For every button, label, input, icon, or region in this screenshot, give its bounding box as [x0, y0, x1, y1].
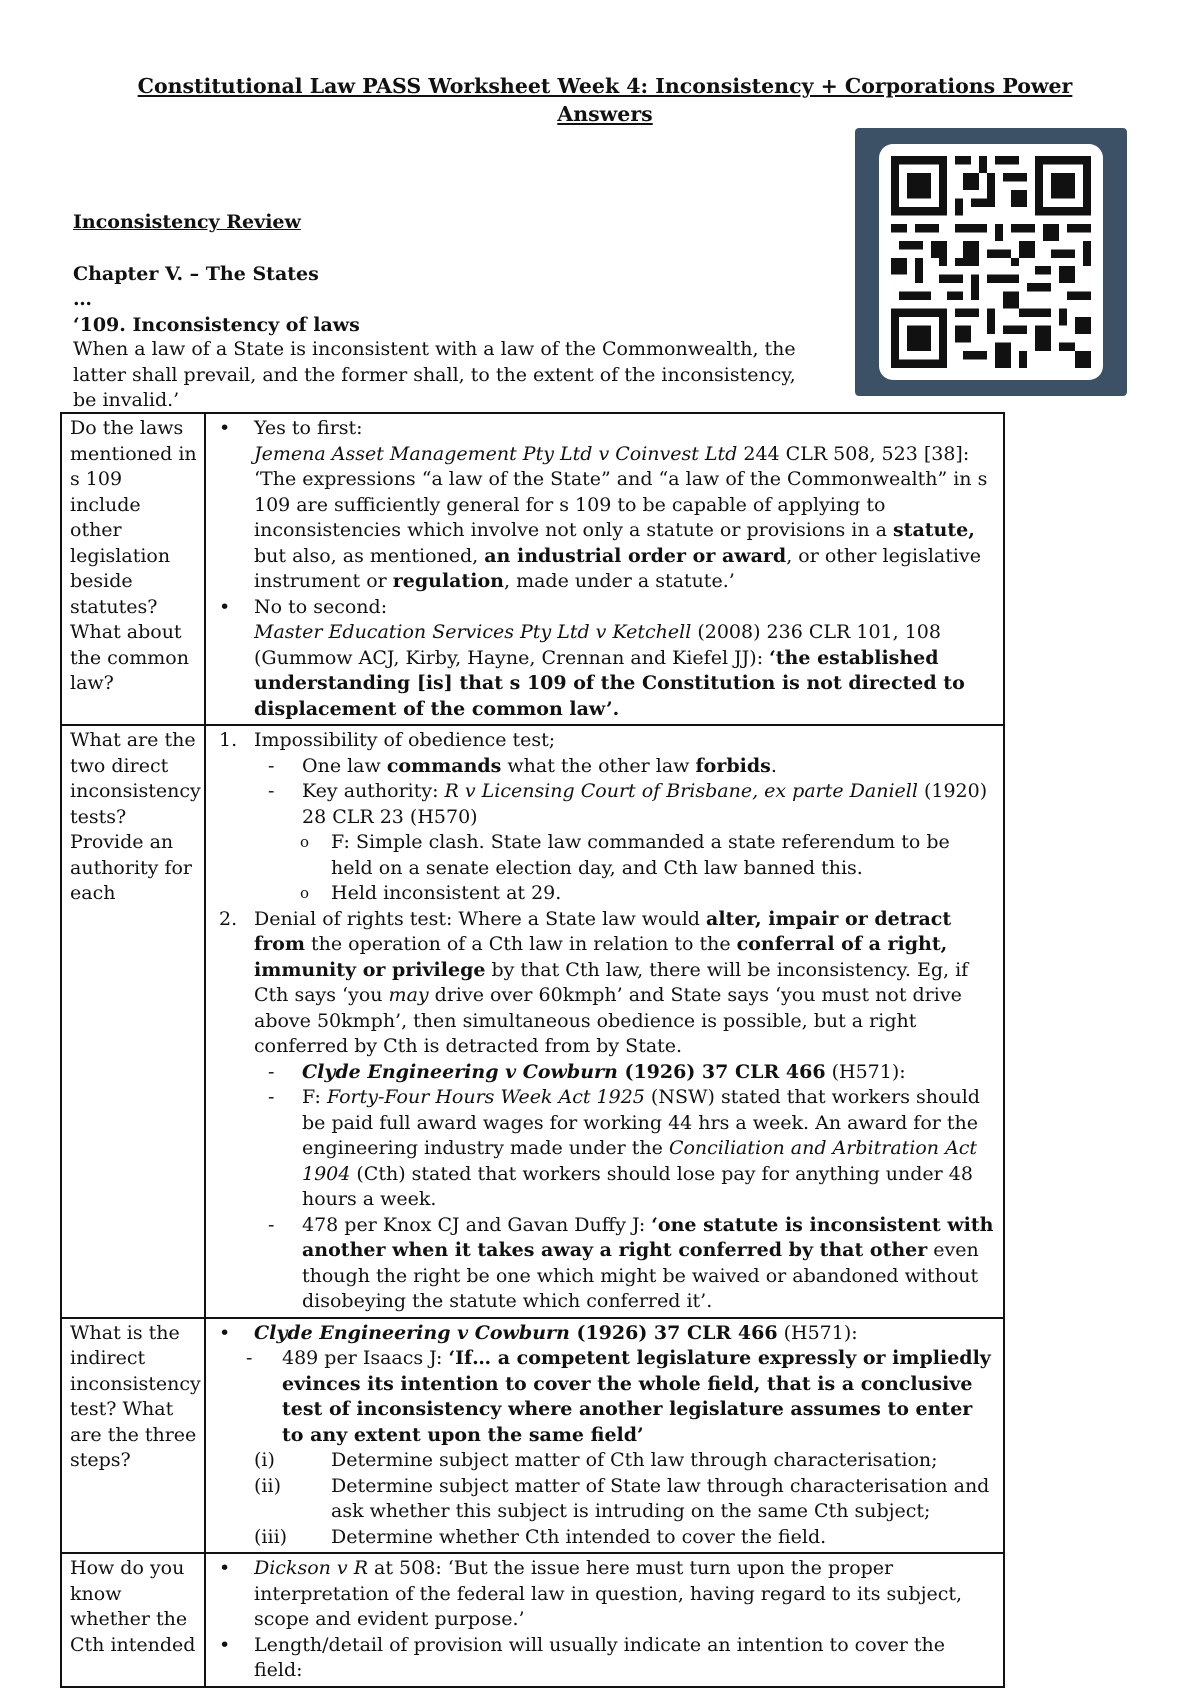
quote-part: but also, as mentioned, — [254, 544, 485, 567]
qr-code-panel — [879, 144, 1103, 380]
table-row — [61, 1553, 1004, 1687]
table-row — [61, 725, 1004, 1318]
emphasis: commands — [386, 754, 502, 777]
answer-cell — [205, 1318, 1004, 1554]
number-marker: 1. — [219, 729, 238, 751]
emphasis: conferral of a right, immunity or privilege — [254, 933, 948, 981]
list-item — [214, 754, 997, 780]
quote-part: , made under a statute.’ — [503, 570, 735, 592]
case-name: Jemena Asset Management Pty Ltd v Coinvest Ltd — [254, 442, 738, 465]
answer-text: drive over 60kmph’ and State says ‘you must not drive above 50kmph’, then simultaneous obedience is possible, but a right conferred by Cth is detracted from by State. — [254, 984, 962, 1057]
emphasis: may — [388, 984, 429, 1006]
roman-marker: (ii) — [254, 1474, 281, 1497]
case-name: Clyde Engineering v Cowburn — [302, 1060, 618, 1083]
list-item — [214, 595, 997, 723]
answer-text: One law — [302, 754, 387, 777]
answer-text: what the other law — [501, 754, 696, 777]
question-cell: What is the indirect inconsistency test? What are the three steps? — [61, 1318, 205, 1554]
qa-table — [60, 412, 1005, 1688]
list-item — [214, 1060, 997, 1086]
list-item — [214, 830, 997, 881]
answer-text: Held inconsistent at 29. — [331, 882, 562, 904]
emphasis: alter, impair or detract from — [254, 907, 952, 955]
citation: (1920) 28 CLR 23 (H570) — [302, 780, 988, 828]
section-title: ‘109. Inconsistency of laws — [73, 314, 360, 336]
quote-emphasis: statute, — [892, 519, 975, 541]
circle-marker: o — [300, 884, 310, 902]
citation: (1926) 37 CLR 466 — [617, 1060, 826, 1083]
answer-text: Determine whether Cth intended to cover the field. — [331, 1525, 827, 1548]
answer-text: by that Cth law, there will be inconsistency. Eg, if Cth says ‘you — [254, 958, 969, 1006]
citation: (H571): — [777, 1321, 858, 1344]
answer-text: Determine subject matter of Cth law through characterisation; — [331, 1449, 938, 1471]
case-name: Dickson v R — [254, 1557, 369, 1579]
bullet-marker: • — [219, 417, 231, 439]
answer-text — [254, 620, 997, 722]
citation: 244 CLR 508, 523 [38]: — [737, 442, 970, 465]
question-cell: How do you know whether the Cth intended — [61, 1553, 205, 1687]
act-name: Conciliation and Arbitration Act 1904 — [302, 1137, 978, 1185]
answer-text: Impossibility of obedience test; — [254, 729, 556, 751]
question-cell: What are the two direct inconsistency tests? Provide an authority for each — [61, 725, 205, 1318]
answer-text: Yes to first: — [254, 417, 363, 439]
section-text: When a law of a State is inconsistent with a law of the Commonwealth, the latter shall prevail, and the former shall, to the extent of the inconsistency, be invalid.’ — [73, 338, 796, 411]
ellipsis: … — [73, 288, 92, 310]
qr-code-icon — [891, 156, 1091, 368]
list-item — [214, 779, 997, 830]
answer-text: F: — [302, 1086, 327, 1108]
list-item — [214, 1213, 997, 1315]
quote-text — [254, 467, 997, 595]
list-item — [214, 1346, 997, 1448]
dash-marker: - — [268, 780, 275, 802]
citation: (2008) 236 CLR 101, 108 (Gummow ACJ, Kirby, Hayne, Crennan and Kiefel JJ): — [254, 621, 941, 669]
answer-text: (NSW) stated that workers should be paid full award wages for working 44 hrs a week. An award for the engineering industry made under the — [302, 1086, 980, 1159]
list-item — [214, 1633, 997, 1684]
chapter-heading: Chapter V. – The States — [73, 263, 319, 285]
answer-cell — [205, 413, 1004, 725]
bullet-marker: • — [219, 1633, 231, 1656]
title-line-2: Answers — [557, 102, 653, 126]
roman-marker: (iii) — [254, 1525, 288, 1548]
list-item — [214, 881, 997, 907]
quote-emphasis: ‘one statute is inconsistent with another when it takes away a right conferred by that other — [302, 1213, 994, 1261]
answer-text: 489 per Isaacs J: — [282, 1347, 449, 1369]
list-item — [214, 1474, 997, 1525]
document-title — [120, 72, 1090, 128]
answer-text: even though the right be one which might be waived or abandoned without disobeying the statute which conferred it’. — [302, 1239, 979, 1312]
table-row — [61, 1318, 1004, 1554]
answer-text: the operation of a Cth law in relation to the — [304, 933, 737, 955]
circle-marker: o — [300, 833, 310, 851]
case-name: R v Licensing Court of Brisbane, ex parte Daniell — [444, 780, 918, 802]
act-name: Forty-Four Hours Week Act 1925 — [326, 1086, 645, 1108]
answer-text: Key authority: — [302, 780, 445, 802]
answer-text: 478 per Knox CJ and Gavan Duffy J: — [302, 1213, 652, 1236]
answer-cell — [205, 725, 1004, 1318]
case-name: Master Education Services Pty Ltd v Ketchell — [254, 621, 692, 643]
answer-text: F: Simple clash. State law commanded a state referendum to be held on a senate election day, and Cth law banned this. — [331, 831, 950, 879]
dash-marker: - — [268, 1213, 275, 1236]
list-item — [214, 1321, 997, 1347]
answer-text — [254, 442, 997, 468]
list-item — [214, 416, 997, 595]
qr-code-frame — [855, 128, 1127, 396]
dash-marker: - — [246, 1347, 253, 1369]
list-item — [214, 1085, 997, 1213]
answer-cell — [205, 1553, 1004, 1687]
emphasis: forbids — [695, 754, 771, 777]
answer-text: Determine subject matter of State law through characterisation and ask whether this subject is intruding on the same Cth subject; — [331, 1474, 990, 1522]
table-row — [61, 413, 1004, 725]
case-name: Clyde Engineering v Cowburn — [254, 1321, 570, 1344]
dash-marker: - — [268, 1060, 275, 1083]
quote-emphasis: ‘If… a competent legislature expressly or impliedly evinces its intention to cover the whole field, that is a conclusive test of inconsistency where another legislature assumes to enter to any extent upon the same field’ — [282, 1347, 991, 1446]
bullet-marker: • — [219, 595, 231, 618]
roman-marker: (i) — [254, 1449, 275, 1471]
answer-text: No to second: — [254, 595, 388, 618]
list-item — [214, 907, 997, 1060]
title-line-1: Constitutional Law PASS Worksheet Week 4: Inconsistency + Corporations Power — [137, 74, 1073, 98]
citation: (1926) 37 CLR 466 — [569, 1321, 778, 1344]
citation: (H571): — [825, 1060, 906, 1083]
list-item — [214, 728, 997, 754]
section-heading: Inconsistency Review — [73, 211, 301, 233]
list-item — [214, 1448, 997, 1474]
bullet-marker: • — [219, 1321, 231, 1344]
answer-text: Denial of rights test: Where a State law would — [254, 907, 707, 930]
quote-emphasis: ‘the established understanding [is] that s 109 of the Constitution is not directed to displacement of the common law’. — [254, 646, 965, 720]
dash-marker: - — [268, 754, 275, 777]
bullet-marker: • — [219, 1557, 231, 1579]
quote-emphasis: an industrial order or award — [484, 544, 787, 567]
answer-text: . — [770, 754, 777, 777]
number-marker: 2. — [219, 907, 238, 930]
dash-marker: - — [268, 1086, 275, 1108]
list-item — [214, 1525, 997, 1551]
quote-part: ‘The expressions “a law of the State” and “a law of the Commonwealth” in s 109 are sufficiently general for s 109 to be capable of applying to inconsistencies which involve not only a statute or provisions in a — [254, 468, 988, 541]
question-cell: Do the laws mentioned in s 109 include other legislation beside statutes? What about the common law? — [61, 413, 205, 725]
answer-text: (Cth) stated that workers should lose pay for anything under 48 hours a week. — [302, 1162, 973, 1210]
answer-text: Length/detail of provision will usually indicate an intention to cover the field: — [254, 1633, 945, 1681]
quote-emphasis: regulation — [392, 570, 504, 592]
answer-text: at 508: ‘But the issue here must turn upon the proper interpretation of the federal law in question, having regard to its subject, scope and evident purpose.’ — [254, 1557, 963, 1630]
list-item — [214, 1556, 997, 1633]
quote-part: , or other legislative instrument or — [254, 544, 981, 592]
